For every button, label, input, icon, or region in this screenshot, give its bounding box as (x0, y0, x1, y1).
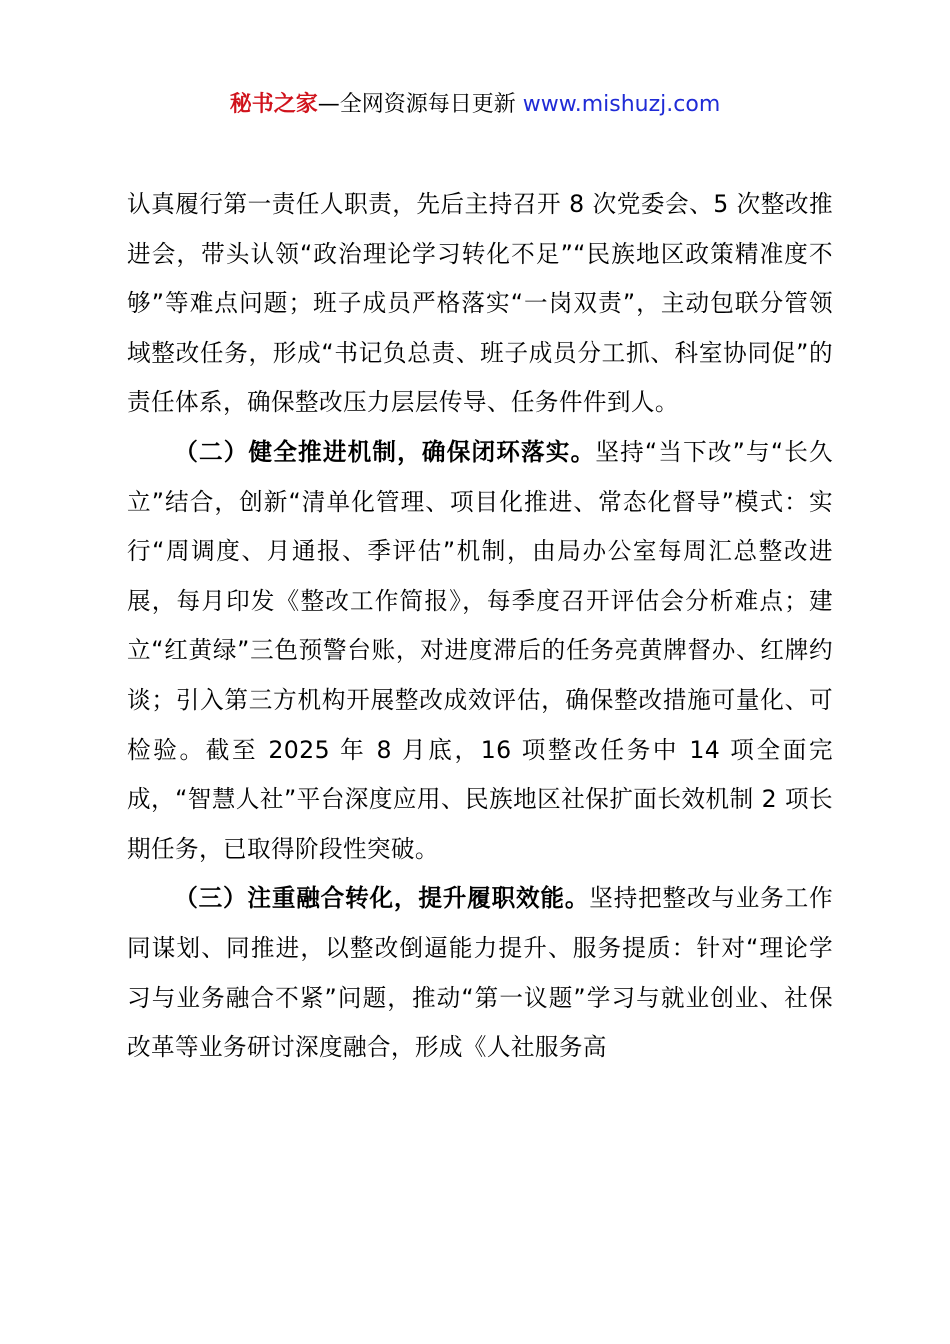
paragraph-3-heading: （三）注重融合转化，提升履职效能。 (174, 884, 590, 913)
paragraph-2-heading: （二）健全推进机制，确保闭环落实。 (174, 437, 596, 466)
site-brand: 秘书之家 (229, 92, 318, 117)
site-url-link[interactable]: www.mishuzj.com (522, 92, 721, 117)
paragraph-2 (127, 428, 833, 874)
paragraph-3 (127, 874, 833, 1072)
paragraph-1-text: 认真履行第一责任人职责，先后主持召开 8 次党委会、5 次整改推进会，带头认领“政治理论学习转化不足”“民族地区政策精准度不够”等难点问题；班子成员严格落实“一岗双责”，主动包联分管领域整改任务，形成“书记负总责、班子成员分工抓、科室协同促”的责任体系，确保整改压力层层传导、任务件件到人。 (127, 190, 833, 417)
document-body (127, 180, 833, 1073)
paragraph-1 (127, 180, 833, 428)
site-header (0, 88, 950, 122)
paragraph-2-text: 坚持“当下改”与“长久立”结合，创新“清单化管理、项目化推进、常态化督导”模式：实行“周调度、月通报、季评估”机制，由局办公室每周汇总整改进展，每月印发《整改工作简报》，每季度召开评估会分析难点；建立“红黄绿”三色预警台账，对进度滞后的任务亮黄牌督办、红牌约谈；引入第三方机构开展整改成效评估，确保整改措施可量化、可检验。截至 2025 年 8 月底，16 项整改任务中 14 项全面完成，“智慧人社”平台深度应用、民族地区社保扩面长效机制 2 项长期任务，已取得阶段性突破。 (127, 437, 833, 863)
paragraph-3-text: 坚持把整改与业务工作同谋划、同推进，以整改倒逼能力提升、服务提质：针对“理论学习与业务融合不紧”问题，推动“第一议题”学习与就业创业、社保改革等业务研讨深度融合，形成《人社服务高 (127, 884, 833, 1062)
site-tagline: —全网资源每日更新 (317, 92, 523, 117)
